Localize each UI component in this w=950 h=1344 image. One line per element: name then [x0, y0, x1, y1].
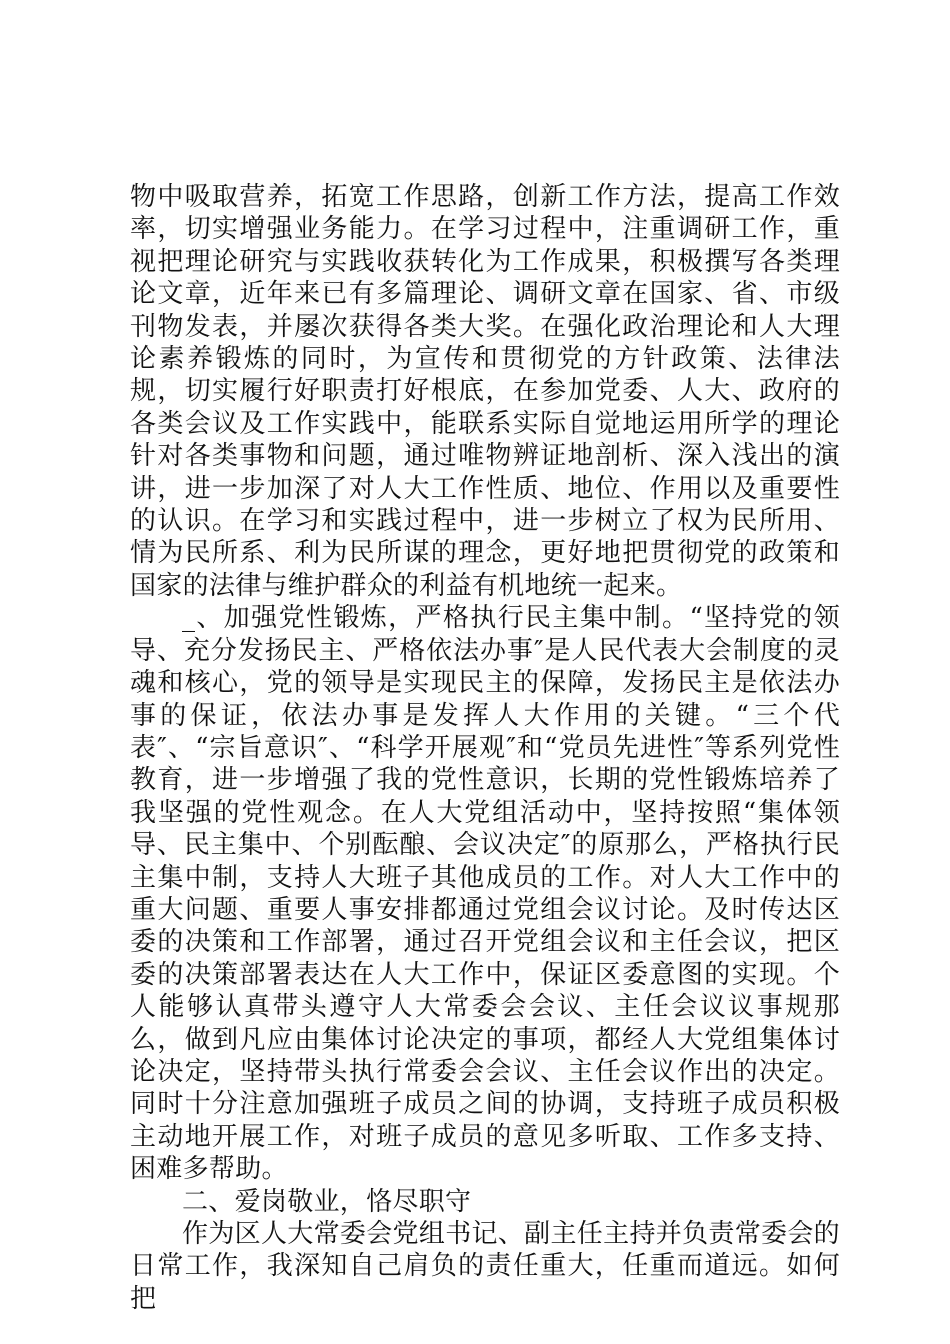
- paragraph-party-discipline: _、加强党性锻炼，严格执行民主集中制。“坚持党的领导、充分发扬民主、严格依法办事″是人民代表大会制度的灵魂和核心，党的领导是实现民主的保障，发扬民主是依法办事的保证，依法办事是发挥人大作用的关键。“三个代表″、“宗旨意识″、“科学开展观″和“党员先进性″等系列党性教育，进一步增强了我的党性意识，长期的党性锻炼培养了我坚强的党性观念。在人大党组活动中，坚持按照“集体领导、民主集中、个别酝酿、会议决定″的原那么，严格执行民主集中制，支持人大班子其他成员的工作。对人大工作中的重大问题、重要人事安排都通过党组会议讨论。及时传达区委的决策和工作部署，通过召开党组会议和主任会议，把区委的决策部署表达在人大工作中，保证区委意图的实现。个人能够认真带头遵守人大常委会会议、主任会议议事规那么，做到凡应由集体讨论决定的事项，都经人大党组集体讨论决定，坚持带头执行常委会会议、主任会议作出的决定。同时十分注意加强班子成员之间的协调，支持班子成员积极主动地开展工作，对班子成员的意见多听取、工作多支持、困难多帮助。: [130, 603, 840, 1185]
- section-heading: 二、爱岗敬业，恪尽职守: [182, 1186, 472, 1217]
- paragraph-continuation: 物中吸取营养，拓宽工作思路，创新工作方法，提高工作效率，切实增强业务能力。在学习过程中，注重调研工作，重视把理论研究与实践收获转化为工作成果，积极撰写各类理论文章，近年来已有多篇理论、调研文章在国家、省、市级刊物发表，并屡次获得各类大奖。在强化政治理论和人大理论素养锻炼的同时，为宣传和贯彻党的方针政策、法律法规，切实履行好职责打好根底，在参加党委、人大、政府的各类会议及工作实践中，能联系实际自觉地运用所学的理论针对各类事物和问题，通过唯物辨证地剖析、深入浅出的演讲，进一步加深了对人大工作性质、地位、作用以及重要性的认识。在学习和实践过程中，进一步树立了权为民所用、情为民所系、利为民所谋的理念，更好地把贯彻党的政策和国家的法律与维护群众的利益有机地统一起来。: [130, 182, 840, 601]
- document-body: [130, 181, 840, 1315]
- paragraph-duties: 作为区人大常委会党组书记、副主任主持并负责常委会的日常工作，我深知自己肩负的责任重大，任重而道远。如何把: [130, 1219, 840, 1314]
